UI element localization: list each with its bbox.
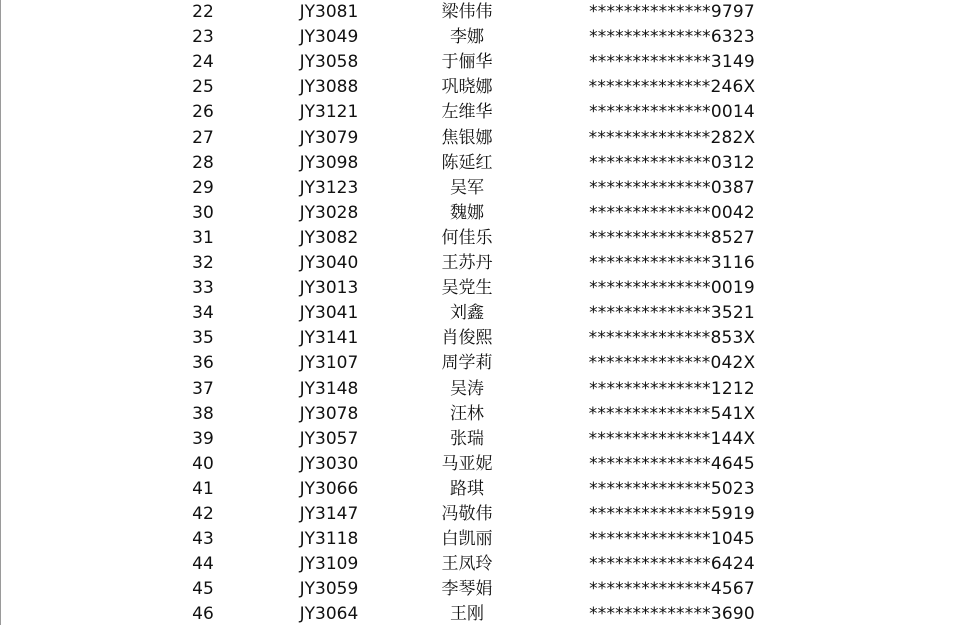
employee-code: JY3079: [299, 127, 359, 148]
employee-code: JY3107: [299, 353, 359, 374]
masked-id-number: **************6323: [589, 27, 755, 48]
row-index: 22: [192, 2, 214, 22]
person-name: 周学莉: [441, 353, 493, 374]
masked-id-number: **************0042: [589, 202, 755, 223]
masked-id-number: **************4567: [589, 579, 755, 600]
table-row: [1, 276, 960, 301]
person-name: 吴党生: [441, 278, 493, 299]
employee-code: JY3121: [299, 102, 359, 123]
masked-id-number: **************9797: [589, 2, 755, 22]
row-index: 41: [192, 478, 214, 499]
masked-id-number: **************0312: [589, 152, 755, 173]
person-name: 王刚: [450, 604, 484, 625]
row-index: 24: [192, 52, 214, 73]
row-index: 42: [192, 504, 214, 524]
table-row: [1, 0, 960, 25]
person-name: 刘鑫: [450, 303, 484, 324]
table-row: [1, 377, 960, 402]
employee-code: JY3057: [299, 428, 359, 449]
row-index: 30: [192, 202, 214, 223]
person-name: 王凤玲: [441, 554, 493, 575]
table-row: [1, 226, 960, 251]
employee-code: JY3030: [299, 453, 359, 474]
table-row: [1, 527, 960, 552]
row-index: 36: [192, 353, 214, 374]
table-row: [1, 25, 960, 50]
employee-code: JY3078: [299, 403, 359, 424]
row-index: 35: [192, 328, 214, 349]
employee-code: JY3148: [299, 378, 359, 399]
person-name: 肖俊熙: [441, 328, 493, 349]
employee-code: JY3123: [299, 177, 359, 198]
table-row: [1, 552, 960, 577]
row-index: 33: [192, 278, 214, 299]
row-index: 37: [192, 378, 214, 399]
person-name: 魏娜: [450, 202, 484, 223]
employee-code: JY3049: [299, 27, 359, 48]
masked-id-number: **************0014: [589, 102, 755, 123]
person-name: 焦银娜: [441, 127, 493, 148]
row-index: 38: [192, 403, 214, 424]
table-row: [1, 100, 960, 125]
table-row: [1, 301, 960, 326]
employee-code: JY3028: [299, 202, 359, 223]
person-name: 王苏丹: [441, 253, 493, 273]
masked-id-number: **************5023: [589, 478, 755, 499]
employee-code: JY3081: [299, 2, 359, 22]
masked-id-number: **************3521: [589, 303, 755, 324]
masked-id-number: **************541X: [588, 403, 756, 424]
employee-code: JY3066: [299, 478, 359, 499]
masked-id-number: **************3149: [589, 52, 755, 73]
employee-code: JY3040: [299, 253, 359, 273]
person-name: 白凯丽: [441, 529, 493, 550]
table-row: [1, 126, 960, 151]
masked-id-number: **************3690: [589, 604, 755, 625]
person-name: 梁伟伟: [441, 2, 493, 22]
person-name: 马亚妮: [441, 453, 493, 474]
person-name: 巩晓娜: [441, 77, 493, 98]
employee-code: JY3082: [299, 227, 359, 248]
row-index: 31: [192, 227, 214, 248]
row-index: 28: [192, 152, 214, 173]
row-index: 43: [192, 529, 214, 550]
masked-id-number: **************1045: [589, 529, 755, 550]
table-row: [1, 402, 960, 427]
table-row: [1, 176, 960, 201]
employee-code: JY3109: [299, 554, 359, 575]
row-index: 45: [192, 579, 214, 600]
masked-id-number: **************0387: [589, 177, 755, 198]
person-name: 吴军: [450, 177, 484, 198]
employee-code: JY3088: [299, 77, 359, 98]
masked-id-number: **************4645: [589, 453, 755, 474]
masked-id-number: **************0019: [589, 278, 755, 299]
masked-id-number: **************853X: [588, 328, 756, 349]
person-name: 汪林: [450, 403, 484, 424]
masked-id-number: **************246X: [588, 77, 756, 98]
person-name: 何佳乐: [441, 227, 493, 248]
row-index: 40: [192, 453, 214, 474]
row-index: 23: [192, 27, 214, 48]
person-name: 冯敬伟: [441, 504, 493, 524]
table-row: [1, 427, 960, 452]
masked-id-number: **************144X: [588, 428, 756, 449]
person-name: 陈延红: [441, 152, 493, 173]
employee-code: JY3098: [299, 152, 359, 173]
row-index: 32: [192, 253, 214, 273]
table-row: [1, 151, 960, 176]
row-index: 44: [192, 554, 214, 575]
employee-code: JY3064: [299, 604, 359, 625]
person-name: 张瑞: [450, 428, 484, 449]
row-index: 26: [192, 102, 214, 123]
person-name: 吴涛: [450, 378, 484, 399]
row-index: 25: [192, 77, 214, 98]
table-row: [1, 602, 960, 627]
employee-code: JY3147: [299, 504, 359, 524]
row-index: 39: [192, 428, 214, 449]
table-row: [1, 502, 960, 527]
row-index: 27: [192, 127, 214, 148]
masked-id-number: **************1212: [589, 378, 755, 399]
employee-code: JY3118: [299, 529, 359, 550]
employee-code: JY3141: [299, 328, 359, 349]
masked-id-number: **************5919: [589, 504, 755, 524]
employee-code: JY3059: [299, 579, 359, 600]
person-name: 路琪: [450, 478, 484, 499]
employee-code: JY3041: [299, 303, 359, 324]
person-name: 左维华: [441, 102, 493, 123]
row-index: 46: [192, 604, 214, 625]
row-index: 29: [192, 177, 214, 198]
table-row: [1, 452, 960, 477]
person-name: 于俪华: [441, 52, 493, 73]
table-row: [1, 251, 960, 276]
table-row: [1, 477, 960, 502]
row-index: 34: [192, 303, 214, 324]
table-row: [1, 50, 960, 75]
masked-id-number: **************6424: [589, 554, 755, 575]
table-row: [1, 75, 960, 100]
masked-id-number: **************8527: [589, 227, 755, 248]
table-row: [1, 351, 960, 376]
person-name: 李琴娟: [441, 579, 493, 600]
employee-code: JY3058: [299, 52, 359, 73]
masked-id-number: **************3116: [589, 253, 755, 273]
table-row: [1, 577, 960, 602]
masked-id-number: **************042X: [588, 353, 756, 374]
table-row: [1, 201, 960, 226]
table-row: [1, 326, 960, 351]
employee-code: JY3013: [299, 278, 359, 299]
masked-id-number: **************282X: [588, 127, 756, 148]
person-name: 李娜: [450, 27, 484, 48]
